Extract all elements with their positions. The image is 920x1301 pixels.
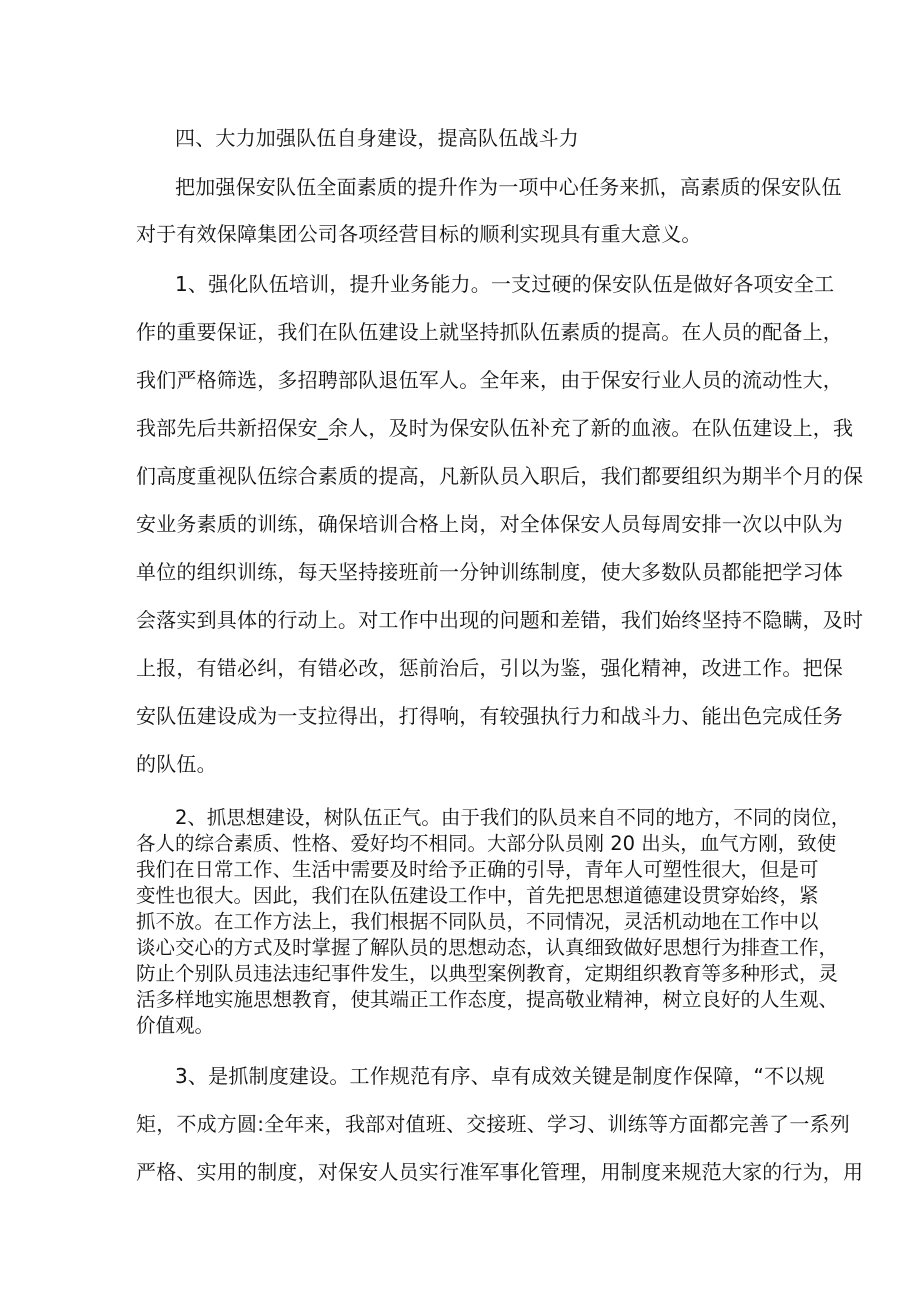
intro-line-2: 对于有效保障集团公司各项经营目标的顺利实现具有重大意义。 [136, 222, 702, 246]
section2-line-7: 防止个别队员违法违纪事件发生，以典型案例教育，定期组织教育等多种形式，灵 [136, 962, 839, 985]
section-heading: 四、大力加强队伍自身建设，提高队伍战斗力 [175, 126, 579, 150]
section2-line-2: 各人的综合素质、性格、爱好均不相同。大部分队员刚 20 出头，血气方刚，致使 [136, 832, 837, 855]
section1-line-8: 会落实到具体的行动上。对工作中出现的问题和差错，我们始终坚持不隐瞒，及时 [136, 608, 864, 632]
section1-line-5: 们高度重视队伍综合素质的提高，凡新队员入职后，我们都要组织为期半个月的保 [136, 464, 864, 488]
section1-line-10: 安队伍建设成为一支拉得出，打得响，有较强执行力和战斗力、能出色完成任务 [136, 704, 843, 728]
section1-line-7: 单位的组织训练，每天坚持接班前一分钟训练制度，使大多数队员都能把学习体 [136, 560, 843, 584]
section1-line-6: 安业务素质的训练，确保培训合格上岗，对全体保安人员每周安排一次以中队为 [136, 512, 843, 536]
section3-line-1: 3、是抓制度建设。工作规范有序、卓有成效关键是制度作保障，“不以规 [175, 1064, 825, 1088]
section1-line-1: 1、强化队伍培训，提升业务能力。一支过硬的保安队伍是做好各项安全工 [175, 272, 835, 296]
section2-line-6: 谈心交心的方式及时掌握了解队员的思想动态，认真细致做好思想行为排查工作， [136, 936, 839, 959]
section1-line-3: 我们严格筛选，多招聘部队退伍军人。全年来，由于保安行业人员的流动性大， [136, 368, 843, 392]
section1-line-2: 作的重要保证，我们在队伍建设上就坚持抓队伍素质的提高。在人员的配备上， [136, 320, 843, 344]
section2-line-3: 我们在日常工作、生活中需要及时给予正确的引导，青年人可塑性很大，但是可 [136, 858, 819, 881]
section1-line-9: 上报，有错必纠，有错必改，惩前治后，引以为鉴，强化精神，改进工作。把保 [136, 656, 843, 680]
section2-line-9: 价值观。 [136, 1014, 215, 1037]
intro-line-1: 把加强保安队伍全面素质的提升作为一项中心任务来抓，高素质的保安队伍 [175, 175, 842, 199]
section2-line-8: 活多样地实施思想教育，使其端正工作态度，提高敬业精神，树立良好的人生观、 [136, 988, 839, 1011]
section2-line-1: 2、抓思想建设，树队伍正气。由于我们的队员来自不同的地方，不同的岗位， [175, 806, 851, 829]
section1-line-11: 的队伍。 [136, 752, 217, 776]
section3-line-2: 矩，不成方圆:全年来，我部对值班、交接班、学习、训练等方面都完善了一系列 [136, 1112, 850, 1136]
section3-line-3: 严格、实用的制度，对保安人员实行准军事化管理，用制度来规范大家的行为，用 [136, 1160, 864, 1184]
section1-line-4: 我部先后共新招保安_余人，及时为保安队伍补充了新的血液。在队伍建设上，我 [136, 416, 854, 440]
section2-line-4: 变性也很大。因此，我们在队伍建设工作中，首先把思想道德建设贯穿始终，紧 [136, 884, 819, 907]
section2-line-5: 抓不放。在工作方法上，我们根据不同队员，不同情况，灵活机动地在工作中以 [136, 910, 819, 933]
